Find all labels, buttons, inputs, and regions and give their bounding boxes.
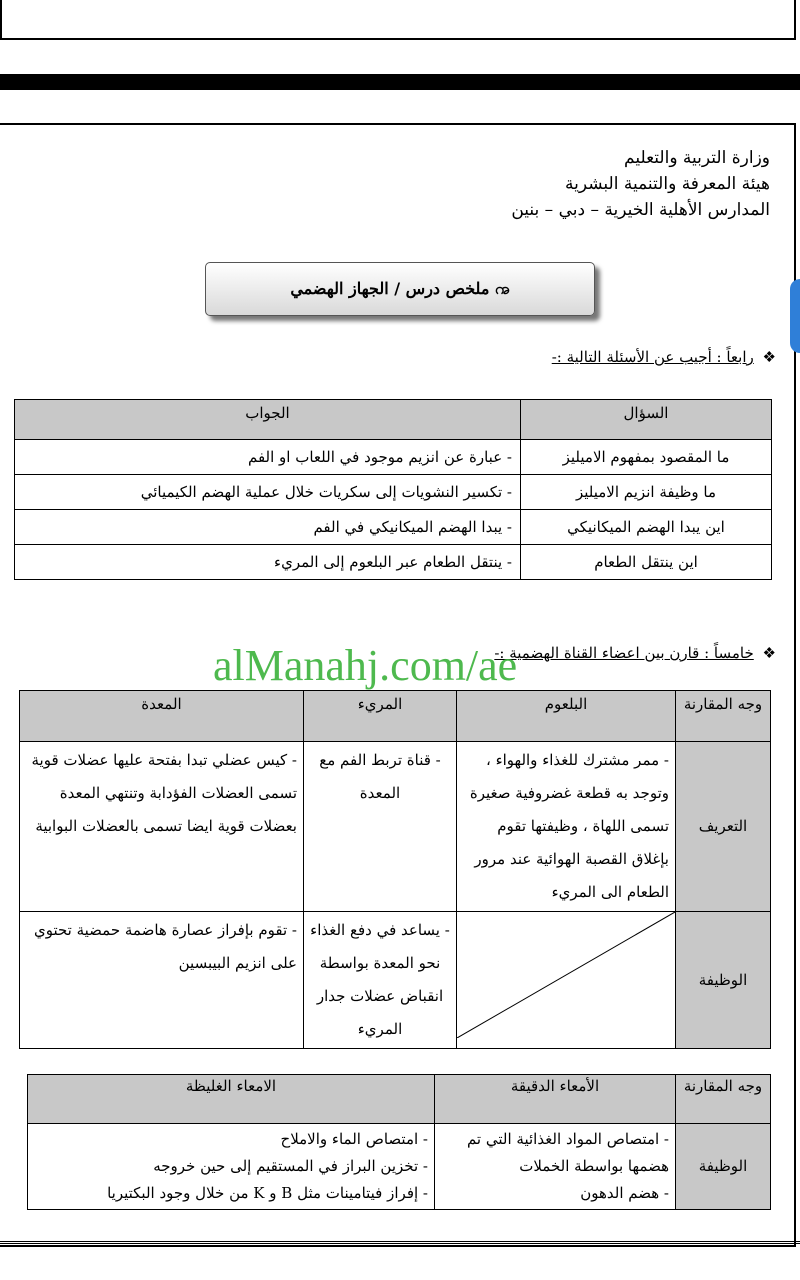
column-header-esophagus: المريء: [304, 691, 457, 742]
table-row: [15, 440, 772, 475]
section-four-heading: [552, 348, 776, 366]
table-row: [15, 510, 772, 545]
questions-table: [14, 399, 772, 580]
list-item: - إفراز فيتامينات مثل B و K من خلال وجود البكتيريا: [107, 1184, 428, 1202]
intestines-table: [27, 1074, 771, 1210]
small-intestine-function: [435, 1124, 676, 1210]
list-item: - هضم الدهون: [580, 1184, 669, 1202]
answer-cell: - عبارة عن انزيم موجود في اللعاب او الفم: [15, 440, 521, 475]
pharynx-definition: - ممر مشترك للغذاء والهواء ، وتوجد به قطعة غضروفية صغيرة تسمى اللهاة ، وظيفتها تقوم بإغلاق القصبة الهوائية عند مرور الطعام الى المريء: [457, 742, 676, 912]
bottom-double-rule: [0, 1241, 800, 1244]
diamond-bullet-icon: ❖: [762, 644, 776, 662]
column-header-comparison: وجه المقارنة: [676, 1075, 771, 1124]
lesson-title-box: [205, 262, 595, 316]
section-five-heading: [494, 644, 776, 662]
site-watermark: alManahj.com/ae: [213, 641, 518, 690]
esophagus-definition: - قناة تربط الفم مع المعدة: [304, 742, 457, 912]
column-header-stomach: المعدة: [20, 691, 304, 742]
answer-cell: - ينتقل الطعام عبر البلعوم إلى المريء: [15, 545, 521, 580]
stomach-definition: - كيس عضلي تبدا بفتحة عليها عضلات قوية تسمى العضلات الفؤدابة وتنتهي المعدة بعضلات قوية ايضا تسمى بالعضلات البوابية: [20, 742, 304, 912]
table-header-row: [20, 691, 771, 742]
header-line-authority: هيئة المعرفة والتنمية البشرية: [565, 174, 770, 194]
table-row: [15, 475, 772, 510]
list-item: - تخزين البراز في المستقيم إلى حين خروجه: [153, 1157, 428, 1175]
list-item: - امتصاص المواد الغذائية التي تم هضمها بواسطة الخملات: [466, 1130, 669, 1175]
question-cell: اين ينتقل الطعام: [521, 545, 772, 580]
digestive-organs-table: [19, 690, 771, 1049]
column-header-large-intestine: الامعاء الغليظة: [28, 1075, 435, 1124]
row-label-function: الوظيفة: [676, 1124, 771, 1210]
table-header-row: [28, 1075, 771, 1124]
table-row: [28, 1124, 771, 1210]
column-header-small-intestine: الأمعاء الدقيقة: [435, 1075, 676, 1124]
list-item: - امتصاص الماء والاملاح: [280, 1130, 428, 1148]
stomach-function: - تقوم بإفراز عصارة هاضمة حمضية تحتوي على انزيم البيبسين: [20, 912, 304, 1049]
section-four-label: رابعاً : أجيب عن الأسئلة التالية :-: [551, 348, 754, 366]
column-header-pharynx: البلعوم: [457, 691, 676, 742]
ministry-header: [511, 145, 770, 223]
table-row: [20, 742, 771, 912]
row-label-function: الوظيفة: [676, 912, 771, 1049]
section-five-label: خامساً : قارن بين اعضاء القناة الهضمية :-: [494, 644, 754, 662]
row-label-definition: التعريف: [676, 742, 771, 912]
table-row: [20, 912, 771, 1049]
diamond-bullet-icon: ❖: [762, 348, 776, 366]
column-header-answer: الجواب: [15, 400, 521, 440]
question-cell: ما وظيفة انزيم الاميليز: [521, 475, 772, 510]
ornament-icon: ꩠ: [495, 279, 510, 298]
question-cell: ما المقصود بمفهوم الاميليز: [521, 440, 772, 475]
answer-cell: - يبدا الهضم الميكانيكي في الفم: [15, 510, 521, 545]
answer-cell: - تكسير النشويات إلى سكريات خلال عملية الهضم الكيميائي: [15, 475, 521, 510]
column-header-question: السؤال: [521, 400, 772, 440]
question-cell: اين يبدا الهضم الميكانيكي: [521, 510, 772, 545]
diagonal-slash: [457, 912, 675, 1038]
table-header-row: [15, 400, 772, 440]
large-intestine-function: [28, 1124, 435, 1210]
header-line-ministry: وزارة التربية والتعليم: [624, 148, 770, 168]
header-line-school: المدارس الأهلية الخيرية – دبي – بنين: [511, 200, 770, 220]
top-frame: [0, 0, 796, 40]
column-header-comparison: وجه المقارنة: [676, 691, 771, 742]
empty-slashed-cell: [457, 912, 676, 1049]
table-row: [15, 545, 772, 580]
esophagus-function: - يساعد في دفع الغذاء نحو المعدة بواسطة انقباض عضلات جدار المريء: [304, 912, 457, 1049]
black-divider-bar: [0, 74, 800, 90]
side-scroll-tab[interactable]: [790, 279, 800, 353]
lesson-title: ملخص درس / الجهاز الهضمي: [290, 279, 490, 298]
